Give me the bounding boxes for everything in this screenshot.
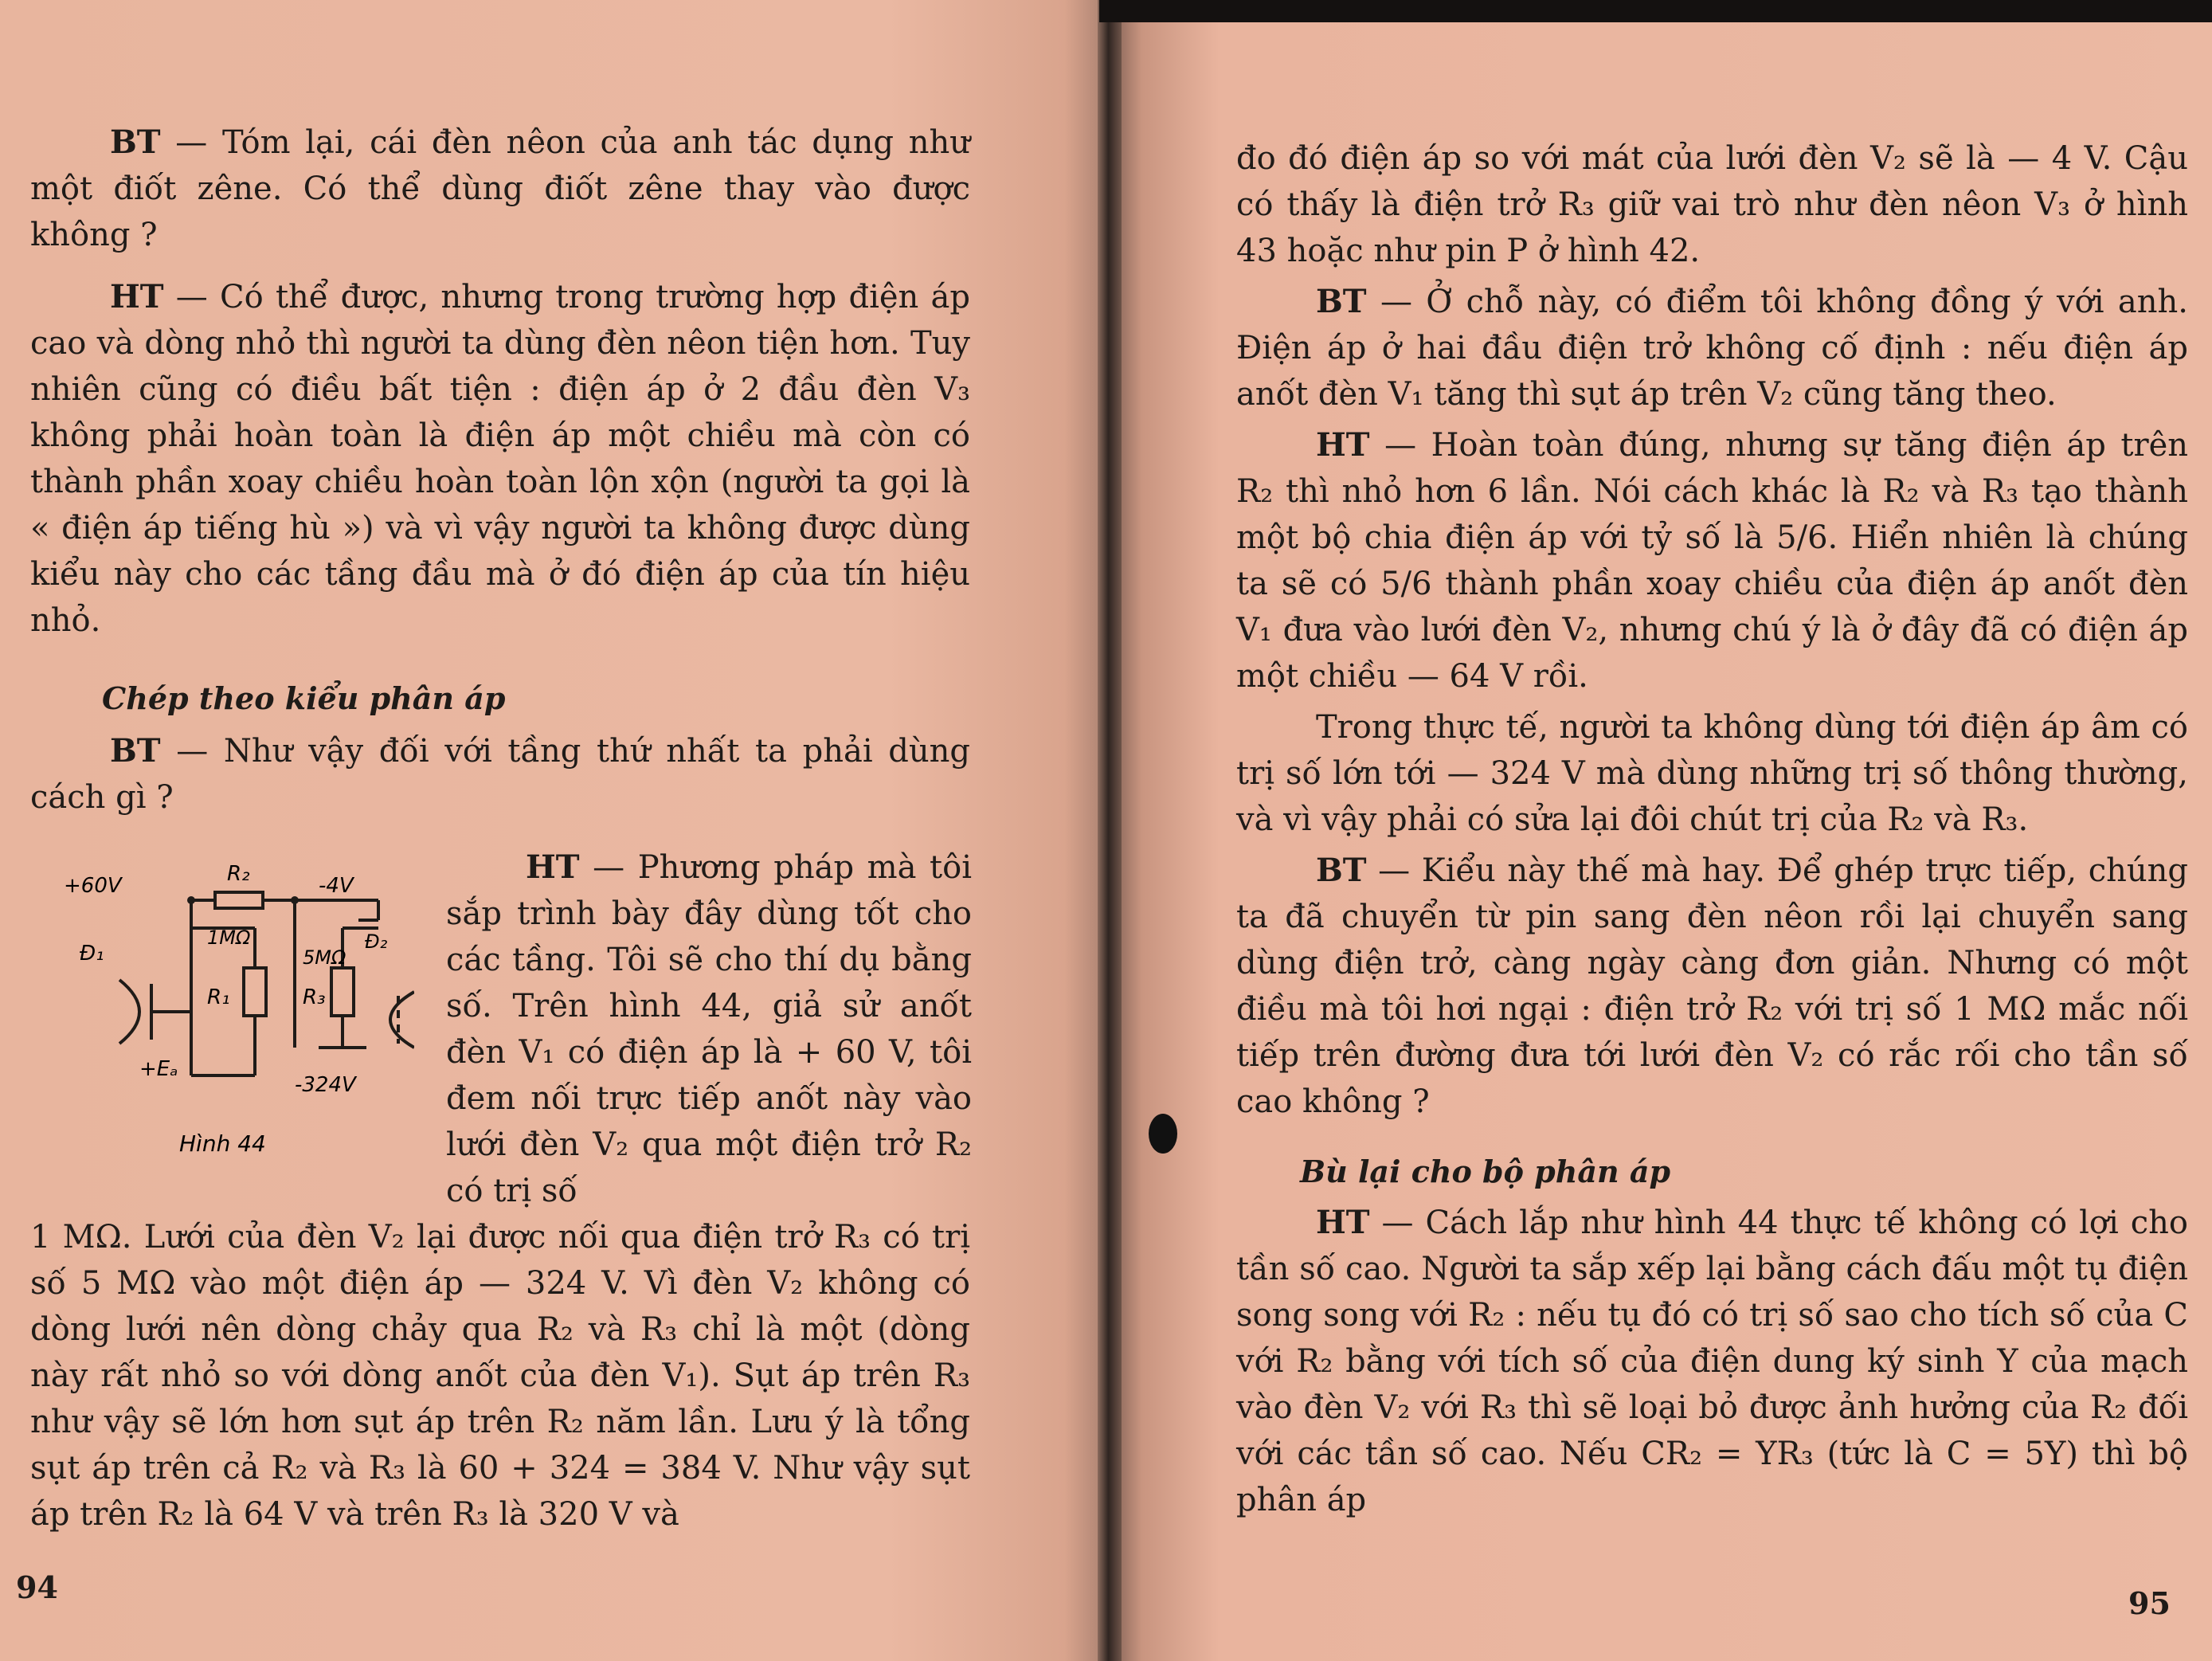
page-number-right: 95: [2128, 1585, 2171, 1621]
paragraph: [1236, 279, 2188, 417]
label-r2: R₂: [227, 862, 250, 886]
label-plus-ea: +Eₐ: [139, 1057, 178, 1081]
left-text-bottom: [30, 1214, 970, 1538]
speaker-label: HT: [526, 848, 580, 886]
paragraph-text: — Kiểu này thế mà hay. Để ghép trực tiếp, chúng ta đã chuyển từ pin sang đèn nêon rồi lại chuyển sang dùng điện trở, càng ngày càng đơn giản. Nhưng có một điều mà tôi hơi ngại : điện trở R₂ với trị số 1 MΩ mắc nối tiếp trên đường đưa tới lưới đèn V₂ có rắc rối cho tần số cao không ?: [1236, 852, 2188, 1120]
ink-blot: [1149, 1114, 1177, 1154]
section-heading: Bù lại cho bộ phân áp: [1300, 1154, 1671, 1189]
paragraph: [1236, 422, 2188, 699]
paragraph-text: — Ở chỗ này, có điểm tôi không đồng ý với anh. Điện áp ở hai đầu điện trở không cố định : nếu điện áp anốt đèn V₁ tăng thì sụt áp trên V₂ cũng tăng theo.: [1236, 284, 2189, 413]
paragraph: [1236, 1200, 2188, 1523]
paragraph: [30, 119, 970, 258]
paragraph: Trong thực tế, người ta không dùng tới điện áp âm có trị số lớn tới — 324 V mà dùng những trị số thông thường, và vì vậy phải có sửa lại đôi chút trị của R₂ và R₃.: [1236, 709, 2188, 838]
label-minus-324v: -324V: [295, 1073, 356, 1097]
book-gutter: [1098, 0, 1122, 1661]
paragraph-text: — Tóm lại, cái đèn nêon của anh tác dụng như một điốt zêne. Có thể dùng điốt zêne thay vào được không ?: [30, 124, 971, 253]
paragraph: [30, 728, 970, 821]
paragraph: [30, 274, 970, 644]
speaker-label: HT: [1316, 426, 1370, 464]
paragraph: [1236, 848, 2188, 1125]
speaker-label: BT: [110, 732, 161, 770]
label-r3: R₃: [303, 985, 326, 1009]
section-heading: Chép theo kiểu phân áp: [102, 680, 506, 716]
speaker-label: HT: [110, 278, 164, 315]
label-r1: R₁: [207, 985, 230, 1009]
label-minus-4v: -4V: [319, 874, 354, 898]
label-plus-60v: +60V: [64, 874, 122, 898]
label-d2: Đ₂: [365, 930, 388, 953]
figure-caption: Hình 44: [179, 1130, 266, 1157]
circuit-figure-44: [64, 844, 414, 1179]
label-d1: Đ₁: [80, 942, 104, 966]
scan-edge: [1099, 0, 2212, 22]
speaker-label: BT: [1316, 852, 1367, 889]
speaker-label: BT: [1316, 283, 1367, 320]
right-text: [1236, 135, 2188, 1523]
paragraph-text: — Hoàn toàn đúng, nhưng sự tăng điện áp trên R₂ thì nhỏ hơn 6 lần. Nói cách khác là R₂ và R₃ tạo thành một bộ chia điện áp với tỷ số là 5/6. Hiển nhiên là chúng ta sẽ có 5/6 thành phần xoay chiều của điện áp anốt đèn V₁ đưa vào lưới đèn V₂, nhưng chú ý là ở đây đã có điện áp một chiều — 64 V rồi.: [1236, 427, 2189, 695]
paragraph: [446, 844, 972, 1214]
paragraph-text: — Cách lắp như hình 44 thực tế không có lợi cho tần số cao. Người ta sắp xếp lại bằng cách đấu một tụ điện song song với R₂ : nếu tụ đó có trị số sao cho tích số của C với R₂ bằng với tích số của điện dung ký sinh Y của mạch vào đèn V₂ với R₃ thì sẽ loại bỏ được ảnh hưởng của R₂ đối với các tần số cao. Nếu CR₂ = YR₃ (tức là C = 5Y) thì bộ phân áp: [1236, 1205, 2188, 1518]
right-page: [1109, 0, 2212, 1661]
page-number-left: 94: [16, 1569, 58, 1605]
paragraph: đo đó điện áp so với mát của lưới đèn V₂ sẽ là — 4 V. Cậu có thấy là điện trở R₃ giữ vai trò như đèn nêon V₃ ở hình 43 hoặc như pin P ở hình 42.: [1236, 140, 2188, 269]
label-5megaohm: 5MΩ: [303, 946, 346, 969]
circuit-diagram: [64, 844, 414, 1179]
speaker-label: HT: [1316, 1204, 1370, 1241]
left-text-top: [30, 119, 970, 821]
paragraph-text: — Có thể được, nhưng trong trường hợp điện áp cao và dòng nhỏ thì người ta dùng đèn nêon tiện hơn. Tuy nhiên cũng có điều bất tiện : điện áp ở 2 đầu đèn V₃ không phải hoàn toàn là điện áp một chiều mà còn có thành phần xoay chiều hoàn toàn lộn xộn (người ta gọi là « điện áp tiếng hù ») và vì vậy người ta không được dùng kiểu này cho các tầng đầu mà ở đó điện áp của tín hiệu nhỏ.: [30, 279, 970, 639]
wrap-paragraph: [446, 844, 972, 1214]
paragraph-text: — Phương pháp mà tôi sắp trình bày đây dùng tốt cho các tầng. Tôi sẽ cho thí dụ bằng số. Trên hình 44, giả sử anốt đèn V₁ có điện áp là + 60 V, tôi đem nối trực tiếp anốt này vào lưới đèn V₂ qua một điện trở R₂ có trị số: [446, 849, 973, 1209]
paragraph-text: — Như vậy đối với tầng thứ nhất ta phải dùng cách gì ?: [30, 733, 970, 816]
paragraph-continuation: 1 MΩ. Lưới của đèn V₂ lại được nối qua điện trở R₃ có trị số 5 MΩ vào một điện áp — 324 V. Vì đèn V₂ không có dòng lưới nên dòng chảy qua R₂ và R₃ chỉ là một (dòng này rất nhỏ so với dòng anốt của đèn V₁). Sụt áp trên R₃ như vậy sẽ lớn hơn sụt áp trên R₂ năm lần. Lưu ý là tổng sụt áp trên cả R₂ và R₃ là 60 + 324 = 384 V. Như vậy sụt áp trên R₂ là 64 V và trên R₃ là 320 V và: [30, 1219, 970, 1533]
speaker-label: BT: [110, 123, 161, 161]
label-1megaohm: 1MΩ: [207, 926, 251, 949]
